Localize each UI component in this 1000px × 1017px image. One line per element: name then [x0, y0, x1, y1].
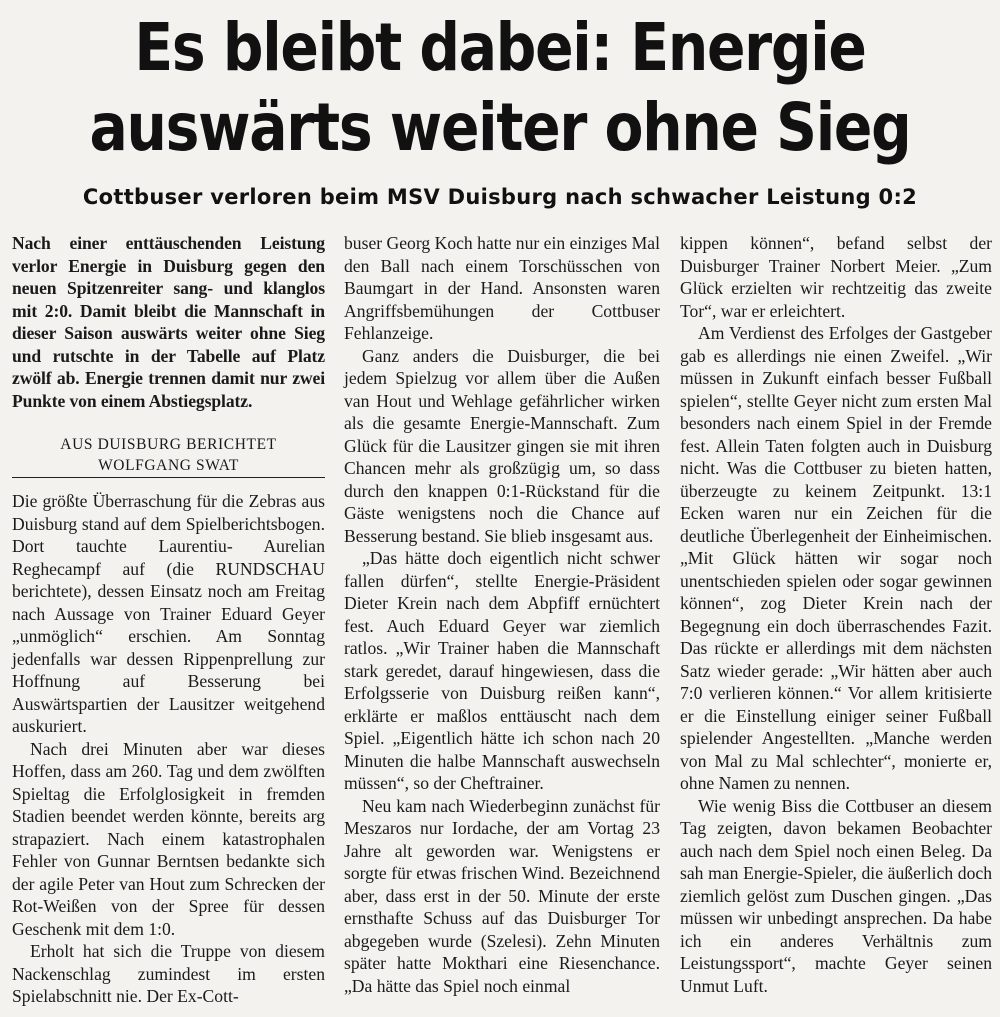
subheadline: Cottbuser verloren beim MSV Duisburg nach schwacher Leistung 0:2: [82, 185, 918, 209]
byline: [12, 434, 325, 478]
paragraph: Die größte Überraschung für die Zebras aus Duisburg stand auf dem Spielberichtsbogen. Dort tauchte Laurentiu- Aurelian Reghecampf auf (die RUNDSCHAU berichtete), dessen Einsatz noch am Freitag nach Aussage von Trainer Eduard Geyer „unmöglich“ erschien. Am Sonntag jedenfalls war dessen Rippenprellung zur Hoffnung auf Besserung bei Auswärtspartien der Lausitzer weitgehend auskuriert.: [12, 491, 325, 736]
article-column-2: [344, 232, 660, 997]
paragraph: „Das hätte doch eigentlich nicht schwer fallen dürfen“, stellte Energie-Präsident Dieter Krein nach dem Abpfiff ernüchtert fest. Auch Eduard Geyer war ziemlich ratlos. „Wir Trainer haben die Mannschaft stark geredet, darauf hingewiesen, dass die Erfolgsserie von Duisburg reißen kann“, erklärte er maßlos enttäuscht nach dem Spiel. „Eigentlich hätte ich schon nach 20 Minuten die halbe Mannschaft auswechseln müssen“, so der Cheftrainer.: [344, 548, 660, 793]
article-column-3: [680, 232, 992, 997]
headline-line-2: auswärts weiter ohne Sieg: [89, 89, 911, 166]
paragraph: buser Georg Koch hatte nur ein einziges Mal den Ball nach einem Torschüsschen von Baumgart in der Hand. Ansonsten waren Angriffsbemühungen der Cottbuser Fehlanzeige.: [344, 233, 660, 343]
paragraph: kippen können“, befand selbst der Duisburger Trainer Norbert Meier. „Zum Glück erzielten wir rechtzeitig das zweite Tor“, war er erleichtert.: [680, 233, 992, 321]
lead-paragraph: Nach einer enttäuschenden Leistung verlor Energie in Duisburg gegen den neuen Spitzenreiter sang- und klanglos mit 2:0. Damit bleibt die Mannschaft in dieser Saison auswärts weiter ohne Sieg und rutschte in der Tabelle auf Platz zwölf ab. Energie trennen damit nur zwei Punkte von einem Abstiegsplatz.: [12, 233, 325, 411]
paragraph: Nach drei Minuten aber war dieses Hoffen, dass am 260. Tag und dem zwölften Spieltag die Erfolglosigkeit in fremden Stadien beendet werden könnte, bereits arg strapaziert. Nach einem katastrophalen Fehler von Gunnar Berntsen bedankte sich der agile Peter van Hout zum Schrecken der Rot-Weißen von der Spree für dessen Geschenk mit dem 1:0.: [12, 738, 325, 939]
byline-author: WOLFGANG SWAT: [98, 457, 239, 474]
byline-line-1: AUS DUISBURG BERICHTET: [60, 436, 277, 453]
headline-line-1: Es bleibt dabei: Energie: [134, 9, 866, 86]
headline: [70, 8, 930, 168]
paragraph: Erholt hat sich die Truppe von diesem Nackenschlag zumindest im ersten Spielabschnitt nie. Der Ex-Cott-: [12, 941, 325, 1006]
paragraph: Ganz anders die Duisburger, die bei jedem Spielzug vor allem über die Außen van Hout und Wehlage gefährlicher wirken als die gesamte Energie-Mannschaft. Zum Glück für die Lausitzer gingen sie mit ihren Chancen mehr als großzügig um, so dass durch den knappen 0:1-Rückstand für die Gäste wenigstens noch die Chance auf Besserung bestand. Sie blieb insgesamt aus.: [344, 345, 660, 546]
paragraph: Am Verdienst des Erfolges der Gastgeber gab es allerdings nie einen Zweifel. „Wir müssen in Zukunft einfach besser Fußball spielen“, stellte Geyer nicht zum ersten Mal besonders nach einem Spiel in der Fremde fest. Allein Taten folgten auch in Duisburg nicht. Was die Cottbuser zu bieten hatten, überzeugte zu keinem Zeitpunkt. 13:1 Ecken waren nur ein Zeichen für die deutliche Überlegenheit der Einheimischen. „Mit Glück hätten wir sogar noch unentschieden spielen oder sogar gewinnen können“, zog Dieter Krein nach der Begegnung ein doch überraschendes Fazit. Das rückte er allerdings mit dem nächsten Satz wieder gerade: „Wir hätten aber auch 7:0 verlieren können.“ Vor allem kritisierte er die Einstellung einiger seiner Fußball spielender Angestellten. „Manche werden von Mal zu Mal schlechter“, monierte er, ohne Namen zu nennen.: [680, 323, 992, 793]
paragraph: Wie wenig Biss die Cottbuser an diesem Tag zeigten, davon bekamen Beobachter auch nach dem Spiel noch einen Beleg. Da sah man Energie-Spieler, die äußerlich doch ziemlich gelöst zum Duschen gingen. „Das müssen wir unbedingt ansprechen. Da habe ich ein anderes Verhältnis zum Leistungssport“, machte Geyer seinen Unmut Luft.: [680, 795, 992, 996]
paragraph: Neu kam nach Wiederbeginn zunächst für Meszaros nur Iordache, der am Vortag 23 Jahre alt geworden war. Wenigstens er sorgte für etwas frischen Wind. Bezeichnend aber, dass erst in der 50. Minute der erste ernsthafte Schuss auf das Duisburger Tor abgegeben wurde (Szelesi). Zehn Minuten später hatte Mokthari eine Riesenchance. „Da hätte das Spiel noch einmal: [344, 795, 660, 996]
article-column-1: [12, 232, 325, 1008]
